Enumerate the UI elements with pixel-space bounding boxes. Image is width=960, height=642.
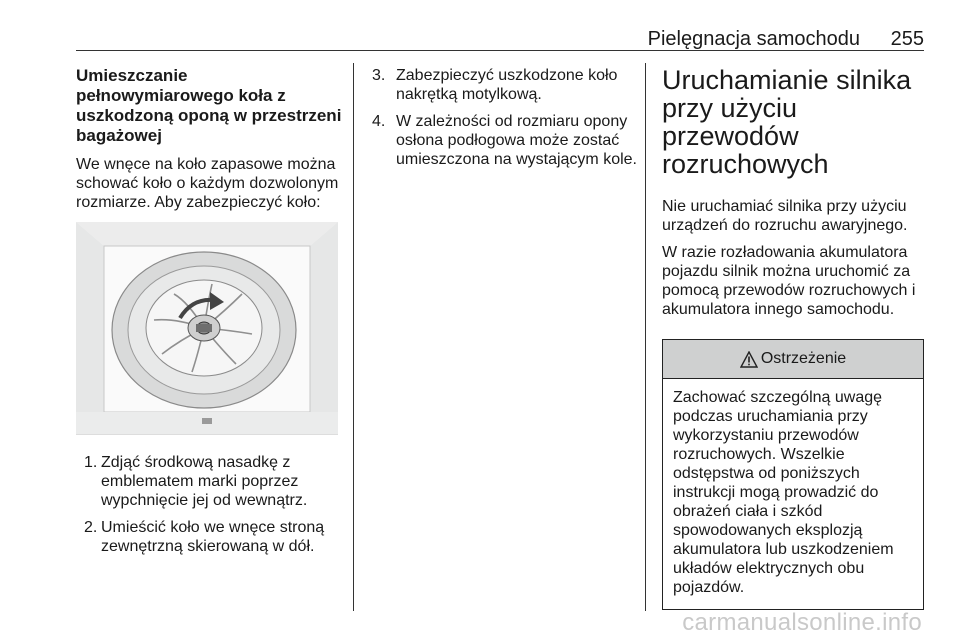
step-text: Zdjąć środkową nasadkę z emblematem marki poprzez wypchnięcie jej od wewnątrz.: [101, 454, 308, 509]
step-number: 4.: [372, 113, 386, 130]
paragraph: W razie rozładowania akumulatora pojazdu silnik można uruchomić za pomocą przewodów rozruchowych i akumulatora innego samochodu.: [662, 244, 916, 318]
header-rule: [76, 50, 924, 51]
list-item: [76, 518, 342, 556]
step-text: Zabezpieczyć uszkodzone koło nakrętką motylkową.: [396, 67, 618, 103]
warning-title: Ostrzeżenie: [760, 350, 847, 367]
page-header: [76, 28, 924, 50]
warning-box: [662, 339, 924, 610]
warning-body: Zachować szczególną uwagę podczas uruchamiania przy wykorzystaniu przewodów rozruchowych. Wszelkie odstępstwa od poniższych instrukcji mogą prowadzić do obrażeń ciała i szkód spowodowanych eksplozją akumulatora lub uszkodzeniem układów elektrycznych obu pojazdów.: [673, 389, 894, 596]
column-middle: [372, 66, 640, 177]
step-text: Umieścić koło we wnęce stroną zewnętrzną skierowaną w dół.: [101, 519, 325, 555]
running-title: Pielęgnacja samochodu: [647, 28, 860, 50]
step-number: 2.: [84, 519, 98, 536]
step-number: 3.: [372, 67, 386, 84]
steps-list: [76, 453, 342, 556]
step-number: 1.: [84, 454, 98, 471]
step-text: W zależności od rozmiaru opony osłona podłogowa może zostać umieszczona na wystającym kole.: [396, 113, 637, 168]
paragraph: Nie uruchamiać silnika przy użyciu urządzeń do rozruchu awaryjnego.: [662, 198, 908, 234]
watermark: carmanualsonline.info: [682, 609, 922, 636]
column-left: [76, 66, 342, 564]
spare-wheel-illustration: [76, 222, 338, 435]
section-heading: Umieszczanie pełnowymiarowego koła z uszkodzoną oponą w przestrzeni bagażowej: [76, 66, 342, 145]
list-item: [372, 112, 640, 169]
steps-list: [372, 66, 640, 169]
list-item: [76, 453, 342, 510]
warning-header: [663, 340, 923, 379]
column-right: [662, 66, 924, 610]
page-number: 255: [890, 28, 924, 50]
list-item: [372, 66, 640, 104]
intro-paragraph: We wnęce na koło zapasowe można schować koło o każdym dozwolonym rozmiarze. Aby zabezpieczyć koło:: [76, 156, 339, 211]
warning-triangle-icon: [740, 351, 758, 368]
section-heading: Uruchamianie silnika przy użyciu przewodów rozruchowych: [662, 65, 912, 179]
column-divider: [353, 63, 354, 611]
column-divider: [645, 63, 646, 611]
